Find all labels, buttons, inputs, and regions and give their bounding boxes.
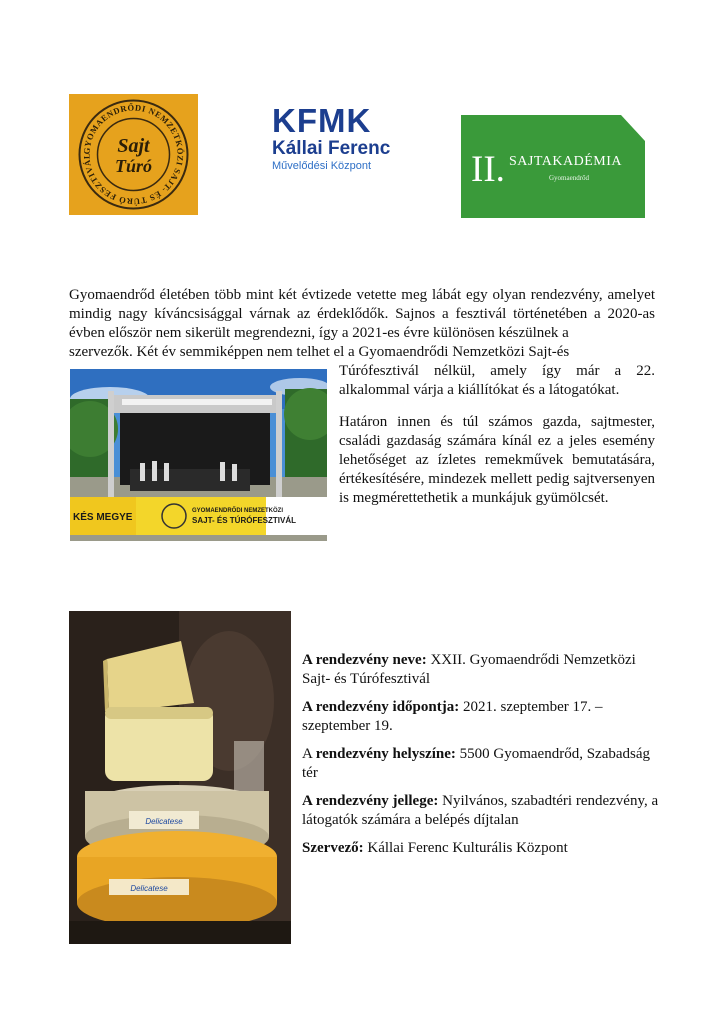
- sajtakademia-city: Gyomaendrőd: [549, 174, 590, 182]
- info-event-type-label: A rendezvény jellege:: [302, 793, 439, 809]
- info-event-date-value: 2021. szeptember 17. – szeptember 19.: [302, 699, 603, 734]
- intro-paragraph-1c: Túrófesztivál nélkül, amely így már a 22. alkalommal várja a kiállítókat és a látogatókat.: [339, 363, 655, 398]
- cheese-label-2: Delicatese: [130, 884, 168, 893]
- kfmk-subtitle: Művelődési Központ: [272, 160, 372, 172]
- info-event-name: [302, 651, 662, 689]
- kfmk-logo: [272, 104, 396, 184]
- info-organizer-value: Kállai Ferenc Kulturális Központ: [363, 840, 568, 856]
- sajtakademia-title: SAJTAKADÉMIA: [509, 154, 622, 169]
- stage-banner-line2: SAJT- ÉS TÚRÓFESZTIVÁL: [192, 516, 297, 525]
- info-organizer: [302, 839, 662, 858]
- info-event-date-label: A rendezvény időpontja:: [302, 699, 460, 715]
- kfmk-abbr: KFMK: [272, 102, 372, 139]
- festival-ring-text: GYOMAENDRŐDI NEMZETKÖZI SAJT- ÉS TÚRÓ FESZTIVÁL: [81, 102, 186, 207]
- intro-paragraph-1b: szervezők. Két év semmiképpen nem telhet el a Gyomaendrődi Nemzetközi Sajt-és: [69, 344, 570, 360]
- info-event-name-value: XXII. Gyomaendrődi Nemzetközi Sajt- és Túrófesztivál: [302, 652, 636, 687]
- festival-center-bottom: Túró: [114, 156, 153, 176]
- festival-logo: [69, 94, 198, 215]
- cheese-label-1: Delicatese: [145, 817, 183, 826]
- info-event-type: [302, 792, 662, 830]
- info-event-location: [302, 745, 662, 783]
- sajtakademia-roman: II.: [471, 149, 505, 190]
- stage-banner-line1: GYOMAENDRŐDI NEMZETKÖZI: [192, 508, 283, 514]
- sajtakademia-logo: [461, 115, 645, 218]
- kfmk-name: Kállai Ferenc: [272, 138, 391, 159]
- info-event-type-value: Nyilvános, szabadtéri rendezvény, a látogatók számára a belépés díjtalan: [302, 793, 659, 828]
- festival-center-top: Sajt: [117, 135, 150, 157]
- info-event-name-label: A rendezvény neve:: [302, 652, 427, 668]
- stage-banner-left: KÉS MEGYE: [73, 512, 133, 523]
- info-organizer-label: Szervező:: [302, 840, 364, 856]
- stage-photo: [70, 369, 327, 541]
- cheese-photo: [69, 611, 291, 944]
- intro-paragraph-2: Határon innen és túl számos gazda, sajtmester, családi gazdaság számára kínál ez a jeles esemény lehetőséget az ízletes remekművek bemutatására, értékesítésére, mindezek mellett pedig sajtversenyen is megmérettethetik a munkájuk gyümölcsét.: [339, 414, 655, 506]
- info-event-location-value: 5500 Gyomaendrőd, Szabadság tér: [302, 746, 651, 781]
- event-info: [302, 651, 662, 867]
- info-event-location-label: rendezvény helyszíne:: [315, 746, 456, 762]
- intro-paragraph-1: Gyomaendrőd életében több mint két évtizede vetette meg lábát egy olyan rendezvény, amelyet mindig nagy kíváncsisággal várnak az érdeklődők. Sajnos a fesztivál történetében a 2020-as évben először nem sikerült megrendezni, így a 2021-es évre különösen készülnek a: [69, 287, 655, 341]
- info-event-date: [302, 698, 662, 736]
- info-event-location-prefix: A: [302, 746, 316, 762]
